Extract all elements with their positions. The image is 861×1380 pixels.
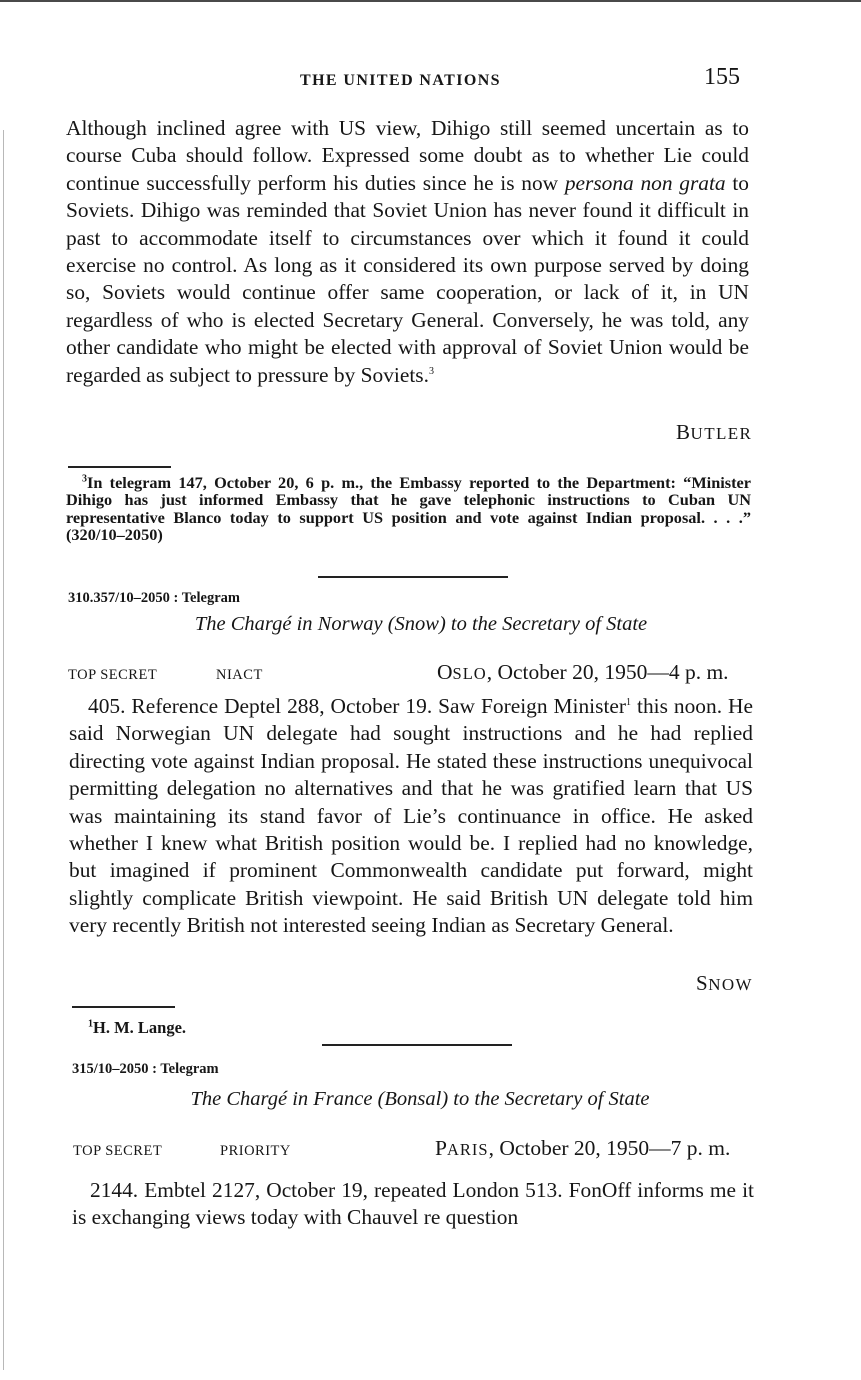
butler-signature [676, 420, 752, 445]
bonsal-place [435, 1136, 489, 1160]
snow-place-initial: O [437, 660, 453, 684]
bonsal-place-rest: ARIS [446, 1140, 489, 1159]
binding-edge [3, 130, 4, 1370]
snow-doc-title: The Chargé in Norway (Snow) to the Secretary of State [194, 613, 648, 635]
footnote-divider [68, 466, 171, 468]
bonsal-file-ref: 315/10–2050 : Telegram [72, 1061, 219, 1077]
section-divider-2 [322, 1044, 512, 1046]
snow-file-ref: 310.357/10–2050 : Telegram [68, 590, 240, 606]
bonsal-dateline [435, 1136, 730, 1161]
snow-body-text-b: this noon. He said Norwegian UN delegate had sought instructions and he had replied directing vote against Indian proposal. He stated these instructions unequivocal permitting delegation no alternatives and that he was gratified learn that US was maintaining its stand favor of Lie’s continuance in office. He asked whether I knew what British position would be. I replied had no knowledge, but imagined if prominent Commonwealth candidate put forward, might slightly complicate British viewpoint. He said British UN delegate told him very recently British not interested seeing Indian as Secretary General. [69, 694, 753, 938]
snow-classification: TOP SECRET [68, 667, 158, 683]
bonsal-classification: TOP SECRET [73, 1143, 163, 1159]
butler-body-text-b: to Soviets. Dihigo was reminded that Soviet Union has never found it difficult in past to accommodate itself to circumstances over which it found it could exercise no control. As long as it considered its own purpose served by doing so, Soviets would continue offer same cooperation, or lack of it, in UN regardless of who is elected Secretary General. Conversely, he was told, any other candidate who might be elected with approval of Soviet Union would be regarded as subject to pressure by Soviets. [66, 170, 749, 387]
bonsal-date-time: , October 20, 1950—7 p. m. [488, 1136, 731, 1160]
snow-signature [696, 971, 753, 996]
top-edge-rule [0, 0, 861, 2]
snow-body [69, 693, 753, 940]
snow-place-rest: SLO [452, 664, 487, 683]
butler-signature-rest: UTLER [690, 424, 753, 443]
butler-body [66, 115, 749, 389]
butler-signature-initial: B [676, 420, 691, 444]
butler-footnote-text: In telegram 147, October 20, 6 p. m., the Embassy reported to the Department: “Minister Dihigo has just informed Embassy that he gave telephonic instructions to Cuban UN representative Blanco today to support US position and vote against Indian proposal. . . .” (320/10–2050) [66, 473, 751, 545]
snow-footnote-mark: 1 [88, 1018, 93, 1030]
snow-date-time: , October 20, 1950—4 p. m. [486, 660, 729, 684]
bonsal-precedence: PRIORITY [220, 1143, 291, 1159]
running-head: THE UNITED NATIONS [300, 72, 501, 89]
snow-footnote-text: H. M. Lange. [93, 1018, 187, 1037]
snow-precedence: NIACT [216, 667, 263, 683]
butler-footnote-ref: 3 [428, 365, 434, 377]
butler-footnote [66, 474, 751, 544]
section-divider [318, 576, 508, 578]
bonsal-body: 2144. Embtel 2127, October 19, repeated London 513. FonOff informs me it is exchanging views today with Chauvel re question [72, 1178, 754, 1230]
snow-footnote-divider [72, 1006, 175, 1008]
snow-signature-initial: S [696, 971, 709, 995]
snow-body-text-a: 405. Reference Deptel 288, October 19. Saw Foreign Minister [88, 694, 627, 718]
snow-footnote-ref: 1 [626, 696, 632, 708]
butler-body-italic: persona non grata [564, 170, 726, 195]
page-number: 155 [704, 64, 740, 90]
bonsal-doc-title: The Chargé in France (Bonsal) to the Secretary of State [190, 1088, 650, 1110]
butler-footnote-mark: 3 [82, 473, 87, 485]
snow-footnote [88, 1018, 186, 1038]
bonsal-place-initial: P [435, 1136, 447, 1160]
snow-place [437, 660, 487, 684]
butler-body-text-a: Although inclined agree with US view, Dihigo still seemed uncertain as to course Cuba should follow. Expressed some doubt as to whether Lie could continue successfully perform his duties since he is now [66, 116, 749, 195]
snow-signature-rest: NOW [708, 975, 753, 994]
snow-dateline [437, 660, 729, 685]
